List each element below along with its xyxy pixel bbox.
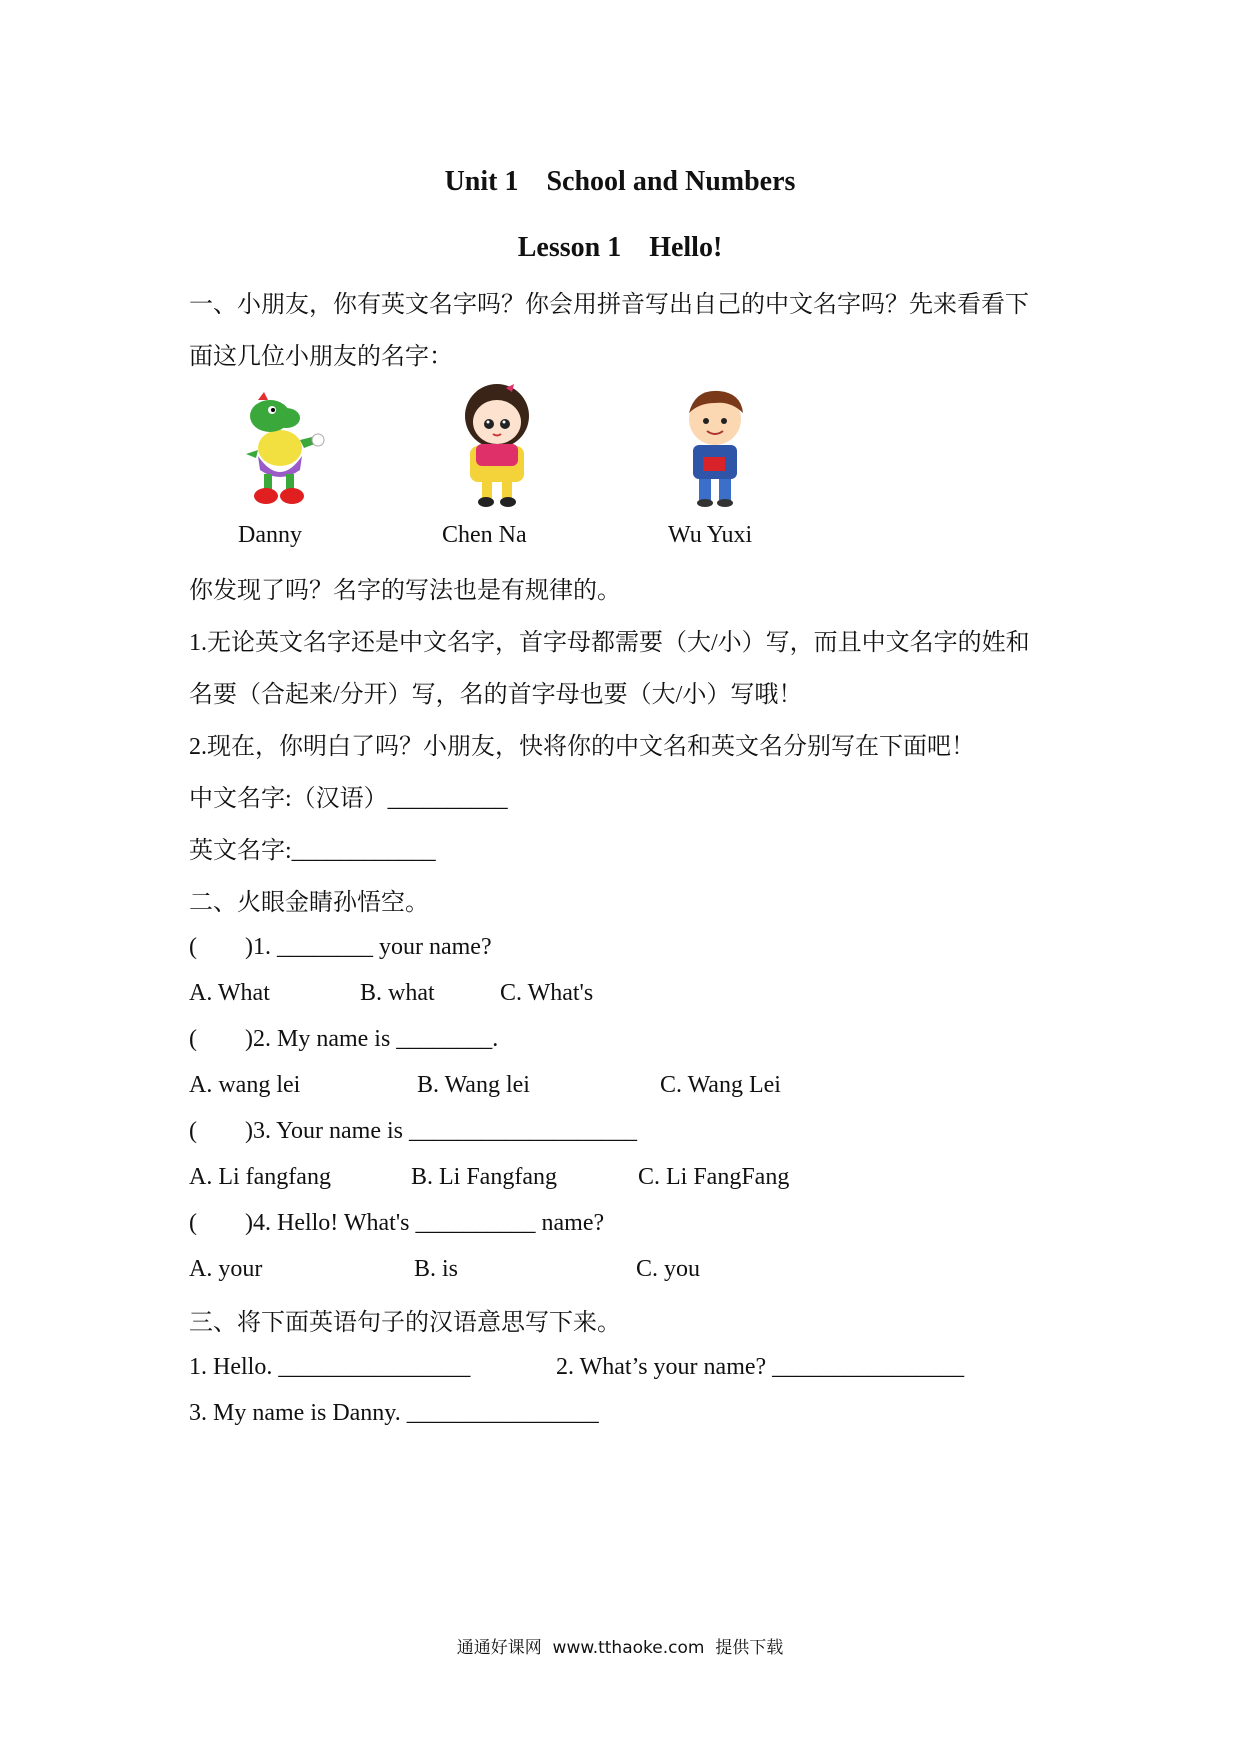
question-3-option-c[interactable]: C. Li FangFang — [638, 1164, 790, 1190]
question-1-option-c[interactable]: C. What's — [500, 980, 594, 1006]
section1-intro-line1: 一、小朋友，你有英文名字吗？你会用拼音写出自己的中文名字吗？先来看看下 — [189, 292, 1029, 318]
question-3-option-b[interactable]: B. Li Fangfang — [411, 1164, 557, 1190]
rule1-line1: 1.无论英文名字还是中文名字，首字母都需要（大/小）写，而且中文名字的姓和 — [189, 630, 1030, 656]
rule2: 2.现在，你明白了吗？小朋友，快将你的中文名和英文名分别写在下面吧！ — [189, 734, 975, 760]
green-dinosaur-icon — [228, 388, 328, 508]
question-1-stem[interactable]: ( )1. ________ your name? — [189, 934, 492, 960]
question-4-option-b[interactable]: B. is — [414, 1256, 459, 1282]
question-2-stem[interactable]: ( )2. My name is ________. — [189, 1026, 499, 1052]
question-2-option-a[interactable]: A. wang lei — [189, 1072, 301, 1098]
question-4-option-a[interactable]: A. your — [189, 1256, 263, 1282]
girl-icon — [452, 380, 542, 508]
footer-text: 通通好课网 www.tthaoke.com 提供下载 — [456, 1638, 784, 1658]
question-3-stem[interactable]: ( )3. Your name is ___________________ — [189, 1118, 637, 1144]
translation-item-1[interactable]: 1. Hello. ________________ — [189, 1354, 471, 1380]
question-1-option-a[interactable]: A. What — [189, 980, 270, 1006]
section1-intro-line2: 面这几位小朋友的名字： — [189, 344, 453, 370]
section1-discover: 你发现了吗？名字的写法也是有规律的。 — [189, 578, 621, 604]
english-name-field[interactable]: 英文名字:____________ — [189, 838, 436, 864]
boy-icon — [675, 385, 755, 509]
question-4-option-c[interactable]: C. you — [636, 1256, 701, 1282]
question-3-option-a[interactable]: A. Li fangfang — [189, 1164, 331, 1190]
rule1-line2: 名要（合起来/分开）写，名的首字母也要（大/小）写哦！ — [189, 682, 803, 708]
translation-item-3[interactable]: 3. My name is Danny. ________________ — [189, 1400, 599, 1426]
unit-title: Unit 1 School and Numbers — [444, 166, 796, 197]
question-2-option-b[interactable]: B. Wang lei — [417, 1072, 530, 1098]
question-1-option-b[interactable]: B. what — [360, 980, 435, 1006]
section3-heading: 三、将下面英语句子的汉语意思写下来。 — [189, 1310, 621, 1336]
section2-heading: 二、火眼金睛孙悟空。 — [189, 890, 429, 916]
question-2-option-c[interactable]: C. Wang Lei — [660, 1072, 781, 1098]
translation-item-2[interactable]: 2. What’s your name? ________________ — [556, 1354, 965, 1380]
chinese-name-field[interactable]: 中文名字:（汉语）__________ — [189, 786, 508, 812]
character-name-wu-yuxi: Wu Yuxi — [668, 522, 753, 548]
lesson-title: Lesson 1 Hello! — [517, 232, 723, 263]
character-name-chen-na: Chen Na — [442, 522, 527, 548]
question-4-stem[interactable]: ( )4. Hello! What's __________ name? — [189, 1210, 605, 1236]
character-name-danny: Danny — [238, 522, 302, 548]
